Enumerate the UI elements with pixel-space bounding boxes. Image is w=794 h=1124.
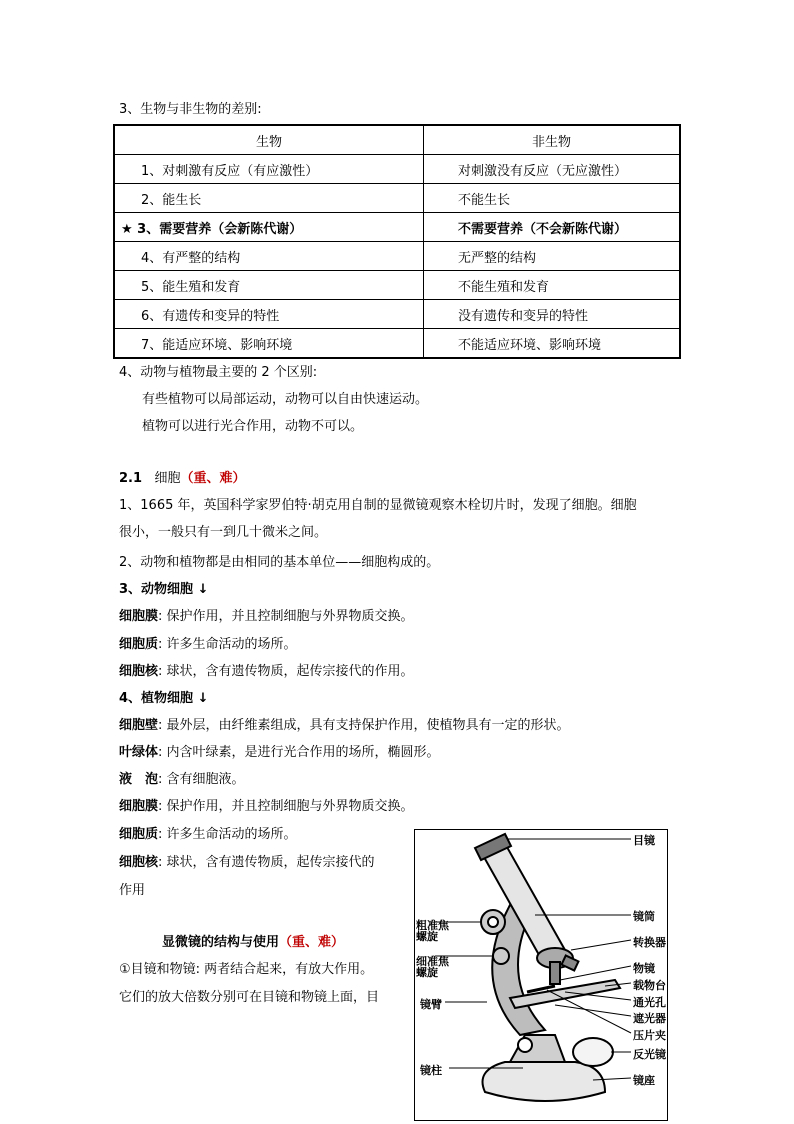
label-fine-line2: 螺旋 xyxy=(416,966,438,979)
tube-shape xyxy=(480,840,565,962)
table-row xyxy=(114,271,680,300)
desc: : 球状，含有遗传物质，起传宗接代的作用。 xyxy=(158,664,414,679)
label-eyepiece: 目镜 xyxy=(633,834,655,847)
term: 叶绿体 xyxy=(119,745,159,760)
table-cell: 对刺激没有反应（无应激性） xyxy=(424,155,681,184)
table-cell: 不能适应环境、影响环境 xyxy=(424,329,681,359)
plant-cell-item xyxy=(119,741,440,760)
cell-heading-text: 细胞 xyxy=(154,471,181,486)
desc: : 球状，含有遗传物质，起传宗接代的 xyxy=(158,855,375,870)
mirror-shape xyxy=(573,1038,613,1066)
plant-cell-item xyxy=(119,768,245,787)
section-4-line: 有些植物可以局部运动，动物可以自由快速运动。 xyxy=(142,392,429,407)
cell-paragraph: 2、动物和植物都是由相同的基本单位——细胞构成的。 xyxy=(119,555,440,570)
table-cell: 4、有严整的结构 xyxy=(114,242,424,271)
microscope-paragraph: 它们的放大倍数分别可在目镜和物镜上面，目 xyxy=(119,990,380,1005)
animal-cell-title: 3、动物细胞 ↓ xyxy=(119,582,209,597)
label-fine-line1: 细准焦 xyxy=(416,955,449,968)
microscope-heading-text: 显微镜的结构与使用 xyxy=(162,935,280,950)
pillar-joint xyxy=(518,1038,532,1052)
label-coarse-focus xyxy=(416,920,449,942)
stage-shape xyxy=(510,980,620,1008)
term: 细胞膜 xyxy=(119,609,159,624)
table-cell: 无严整的结构 xyxy=(424,242,681,271)
objective-shape xyxy=(550,962,560,984)
cell-paragraph: 1、1665 年，英国科学家罗伯特·胡克用自制的显微镜观察木栓切片时，发现了细胞。细胞 xyxy=(119,498,637,513)
desc: : 许多生命活动的场所。 xyxy=(158,637,297,652)
objective-shape-2 xyxy=(562,956,579,971)
table-cell: 7、能适应环境、影响环境 xyxy=(114,329,424,359)
table-header-row xyxy=(114,125,680,155)
desc: : 含有细胞液。 xyxy=(158,772,245,787)
plant-cell-item xyxy=(119,714,570,733)
table-row xyxy=(114,242,680,271)
term: 细胞质 xyxy=(119,637,159,652)
section-3-title: 3、生物与非生物的差别: xyxy=(119,102,262,117)
microscope-figure xyxy=(414,829,668,1121)
section-4-title: 4、动物与植物最主要的 2 个区别: xyxy=(119,365,318,380)
label-aperture: 通光孔 xyxy=(633,996,666,1009)
term: 细胞核 xyxy=(119,855,159,870)
table-cell: 不需要营养（不会新陈代谢） xyxy=(424,213,681,242)
label-fine-focus xyxy=(416,956,449,978)
label-clip: 压片夹 xyxy=(633,1029,666,1042)
term: 液 泡 xyxy=(119,772,159,787)
label-stage: 载物台 xyxy=(633,979,666,992)
comparison-table xyxy=(113,124,681,359)
animal-cell-item xyxy=(119,633,297,652)
microscope-heading-tag: （重、难） xyxy=(279,935,345,950)
cell-paragraph: 很小，一般只有一到几十微米之间。 xyxy=(119,525,328,540)
plant-cell-item xyxy=(119,823,297,842)
microscope-paragraph: ①目镜和物镜: 两者结合起来，有放大作用。 xyxy=(119,962,374,977)
label-mirror: 反光镜 xyxy=(633,1048,666,1061)
table-header-nonliving: 非生物 xyxy=(424,125,681,155)
table-row xyxy=(114,300,680,329)
table-cell: 6、有遗传和变异的特性 xyxy=(114,300,424,329)
section-4-line: 植物可以进行光合作用，动物不可以。 xyxy=(142,419,364,434)
desc: : 保护作用，并且控制细胞与外界物质交换。 xyxy=(158,799,414,814)
term: 细胞核 xyxy=(119,664,159,679)
table-row xyxy=(114,329,680,359)
desc: : 内含叶绿素，是进行光合作用的场所，椭圆形。 xyxy=(158,745,440,760)
cell-heading-tag: （重、难） xyxy=(180,471,246,486)
animal-cell-item xyxy=(119,605,414,624)
label-coarse-line2: 螺旋 xyxy=(416,930,438,943)
label-objective: 物镜 xyxy=(633,962,655,975)
plant-cell-item-cont: 作用 xyxy=(119,883,146,898)
table-cell: ★ 3、需要营养（会新陈代谢） xyxy=(114,213,424,242)
table-cell: 2、能生长 xyxy=(114,184,424,213)
cell-heading-number: 2.1 xyxy=(119,471,143,486)
table-cell: 1、对刺激有反应（有应激性） xyxy=(114,155,424,184)
desc: : 最外层，由纤维素组成，具有支持保护作用，使植物具有一定的形状。 xyxy=(158,718,570,733)
table-row-starred xyxy=(114,213,680,242)
cell-heading xyxy=(119,467,245,486)
label-tube: 镜筒 xyxy=(633,910,655,923)
desc: : 保护作用，并且控制细胞与外界物质交换。 xyxy=(158,609,414,624)
microscope-drawing xyxy=(415,830,667,1120)
label-pillar: 镜柱 xyxy=(420,1064,442,1077)
plant-cell-title: 4、植物细胞 ↓ xyxy=(119,691,209,706)
label-coarse-line1: 粗准焦 xyxy=(416,919,449,932)
label-arm: 镜臂 xyxy=(420,998,442,1011)
fine-knob xyxy=(493,948,509,964)
microscope-heading xyxy=(162,931,344,950)
label-diaphragm: 遮光器 xyxy=(633,1012,666,1025)
animal-cell-item xyxy=(119,660,414,679)
table-header-living: 生物 xyxy=(114,125,424,155)
table-row xyxy=(114,184,680,213)
desc: : 许多生命活动的场所。 xyxy=(158,827,297,842)
label-base: 镜座 xyxy=(633,1074,655,1087)
table-cell: 没有遗传和变异的特性 xyxy=(424,300,681,329)
term: 细胞壁 xyxy=(119,718,159,733)
table-cell: 5、能生殖和发育 xyxy=(114,271,424,300)
plant-cell-item xyxy=(119,795,414,814)
table-cell: 不能生殖和发育 xyxy=(424,271,681,300)
table-cell: 不能生长 xyxy=(424,184,681,213)
table-row xyxy=(114,155,680,184)
term: 细胞质 xyxy=(119,827,159,842)
term: 细胞膜 xyxy=(119,799,159,814)
plant-cell-item xyxy=(119,851,375,870)
label-nosepiece: 转换器 xyxy=(633,936,666,949)
